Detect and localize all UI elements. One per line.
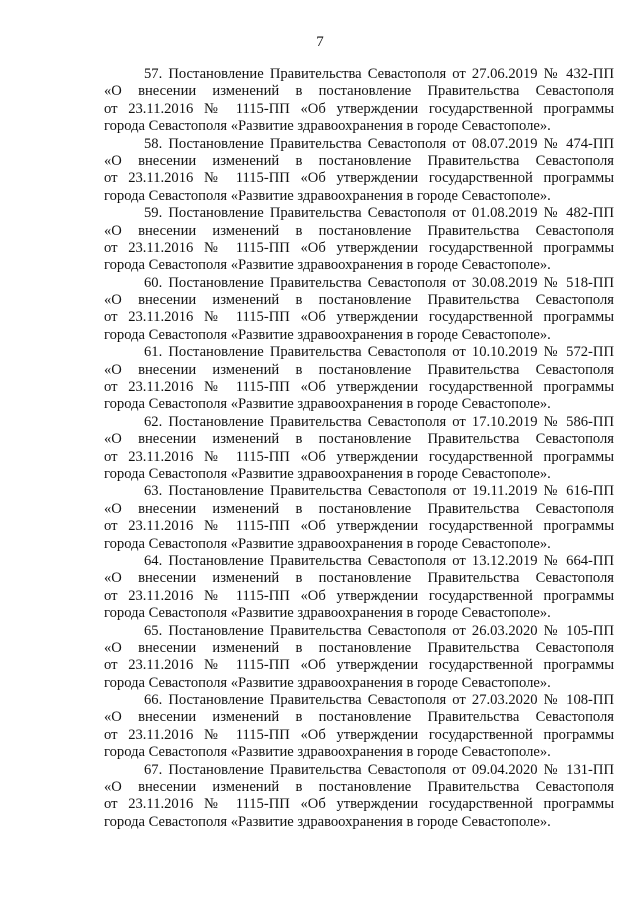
- item-text-line: от 23.11.2016 № 1115-ПП «Об утверждении государственной программы: [104, 796, 614, 813]
- list-item: [104, 483, 614, 553]
- list-item: [104, 66, 614, 136]
- item-text-line: от 23.11.2016 № 1115-ПП «Об утверждении государственной программы: [104, 309, 614, 326]
- item-text-line: «О внесении изменений в постановление Правительства Севастополя: [104, 361, 614, 378]
- item-text-line: города Севастополя «Развитие здравоохранения в городе Севастополе».: [104, 187, 551, 204]
- item-text-line: от 23.11.2016 № 1115-ПП «Об утверждении государственной программы: [104, 518, 614, 535]
- item-text-line: города Севастополя «Развитие здравоохранения в городе Севастополе».: [104, 744, 551, 761]
- item-text-line: «О внесении изменений в постановление Правительства Севастополя: [104, 152, 614, 169]
- item-text-line: города Севастополя «Развитие здравоохранения в городе Севастополе».: [104, 326, 551, 343]
- list-item: [104, 553, 614, 623]
- item-text-line: города Севастополя «Развитие здравоохранения в городе Севастополе».: [104, 396, 551, 413]
- item-text-line: города Севастополя «Развитие здравоохранения в городе Севастополе».: [104, 535, 551, 552]
- item-heading-line: 60. Постановление Правительства Севастополя от 30.08.2019 № 518-ПП: [144, 274, 614, 291]
- item-text-line: от 23.11.2016 № 1115-ПП «Об утверждении государственной программы: [104, 726, 614, 743]
- item-text-line: «О внесении изменений в постановление Правительства Севастополя: [104, 779, 614, 796]
- item-heading-line: 59. Постановление Правительства Севастополя от 01.08.2019 № 482-ПП: [144, 205, 614, 222]
- item-text-line: «О внесении изменений в постановление Правительства Севастополя: [104, 570, 614, 587]
- item-text-line: города Севастополя «Развитие здравоохранения в городе Севастополе».: [104, 257, 551, 274]
- item-text-line: «О внесении изменений в постановление Правительства Севастополя: [104, 292, 614, 309]
- item-heading-line: 62. Постановление Правительства Севастополя от 17.10.2019 № 586-ПП: [144, 413, 614, 430]
- list-item: [104, 762, 614, 832]
- resolution-list: [104, 66, 614, 831]
- item-text-line: от 23.11.2016 № 1115-ПП «Об утверждении государственной программы: [104, 239, 614, 256]
- list-item: [104, 692, 614, 762]
- item-heading-line: 67. Постановление Правительства Севастополя от 09.04.2020 № 131-ПП: [144, 761, 614, 778]
- item-heading-line: 64. Постановление Правительства Севастополя от 13.12.2019 № 664-ПП: [144, 552, 614, 569]
- item-heading-line: 66. Постановление Правительства Севастополя от 27.03.2020 № 108-ПП: [144, 692, 614, 709]
- page-number: 7: [316, 34, 324, 50]
- list-item: [104, 623, 614, 693]
- item-text-line: от 23.11.2016 № 1115-ПП «Об утверждении государственной программы: [104, 448, 614, 465]
- item-text-line: от 23.11.2016 № 1115-ПП «Об утверждении государственной программы: [104, 379, 614, 396]
- item-text-line: «О внесении изменений в постановление Правительства Севастополя: [104, 500, 614, 517]
- item-text-line: от 23.11.2016 № 1115-ПП «Об утверждении государственной программы: [104, 100, 614, 117]
- item-text-line: «О внесении изменений в постановление Правительства Севастополя: [104, 222, 614, 239]
- item-text-line: «О внесении изменений в постановление Правительства Севастополя: [104, 639, 614, 656]
- item-text-line: города Севастополя «Развитие здравоохранения в городе Севастополе».: [104, 605, 551, 622]
- item-heading-line: 57. Постановление Правительства Севастополя от 27.06.2019 № 432-ПП: [144, 66, 614, 82]
- list-item: [104, 136, 614, 206]
- item-text-line: города Севастополя «Развитие здравоохранения в городе Севастополе».: [104, 674, 551, 691]
- item-text-line: «О внесении изменений в постановление Правительства Севастополя: [104, 431, 614, 448]
- list-item: [104, 205, 614, 275]
- item-text-line: от 23.11.2016 № 1115-ПП «Об утверждении государственной программы: [104, 657, 614, 674]
- item-text-line: города Севастополя «Развитие здравоохранения в городе Севастополе».: [104, 813, 551, 830]
- item-heading-line: 65. Постановление Правительства Севастополя от 26.03.2020 № 105-ПП: [144, 622, 614, 639]
- item-text-line: «О внесении изменений в постановление Правительства Севастополя: [104, 709, 614, 726]
- item-text-line: от 23.11.2016 № 1115-ПП «Об утверждении государственной программы: [104, 587, 614, 604]
- item-heading-line: 61. Постановление Правительства Севастополя от 10.10.2019 № 572-ПП: [144, 344, 614, 361]
- list-item: [104, 344, 614, 414]
- item-text-line: от 23.11.2016 № 1115-ПП «Об утверждении государственной программы: [104, 170, 614, 187]
- item-heading-line: 63. Постановление Правительства Севастополя от 19.11.2019 № 616-ПП: [144, 483, 614, 500]
- list-item: [104, 414, 614, 484]
- item-text-line: «О внесении изменений в постановление Правительства Севастополя: [104, 83, 614, 100]
- item-text-line: города Севастополя «Развитие здравоохранения в городе Севастополе».: [104, 465, 551, 482]
- item-heading-line: 58. Постановление Правительства Севастополя от 08.07.2019 № 474-ПП: [144, 135, 614, 152]
- item-text-line: города Севастополя «Развитие здравоохранения в городе Севастополе».: [104, 118, 551, 135]
- list-item: [104, 275, 614, 345]
